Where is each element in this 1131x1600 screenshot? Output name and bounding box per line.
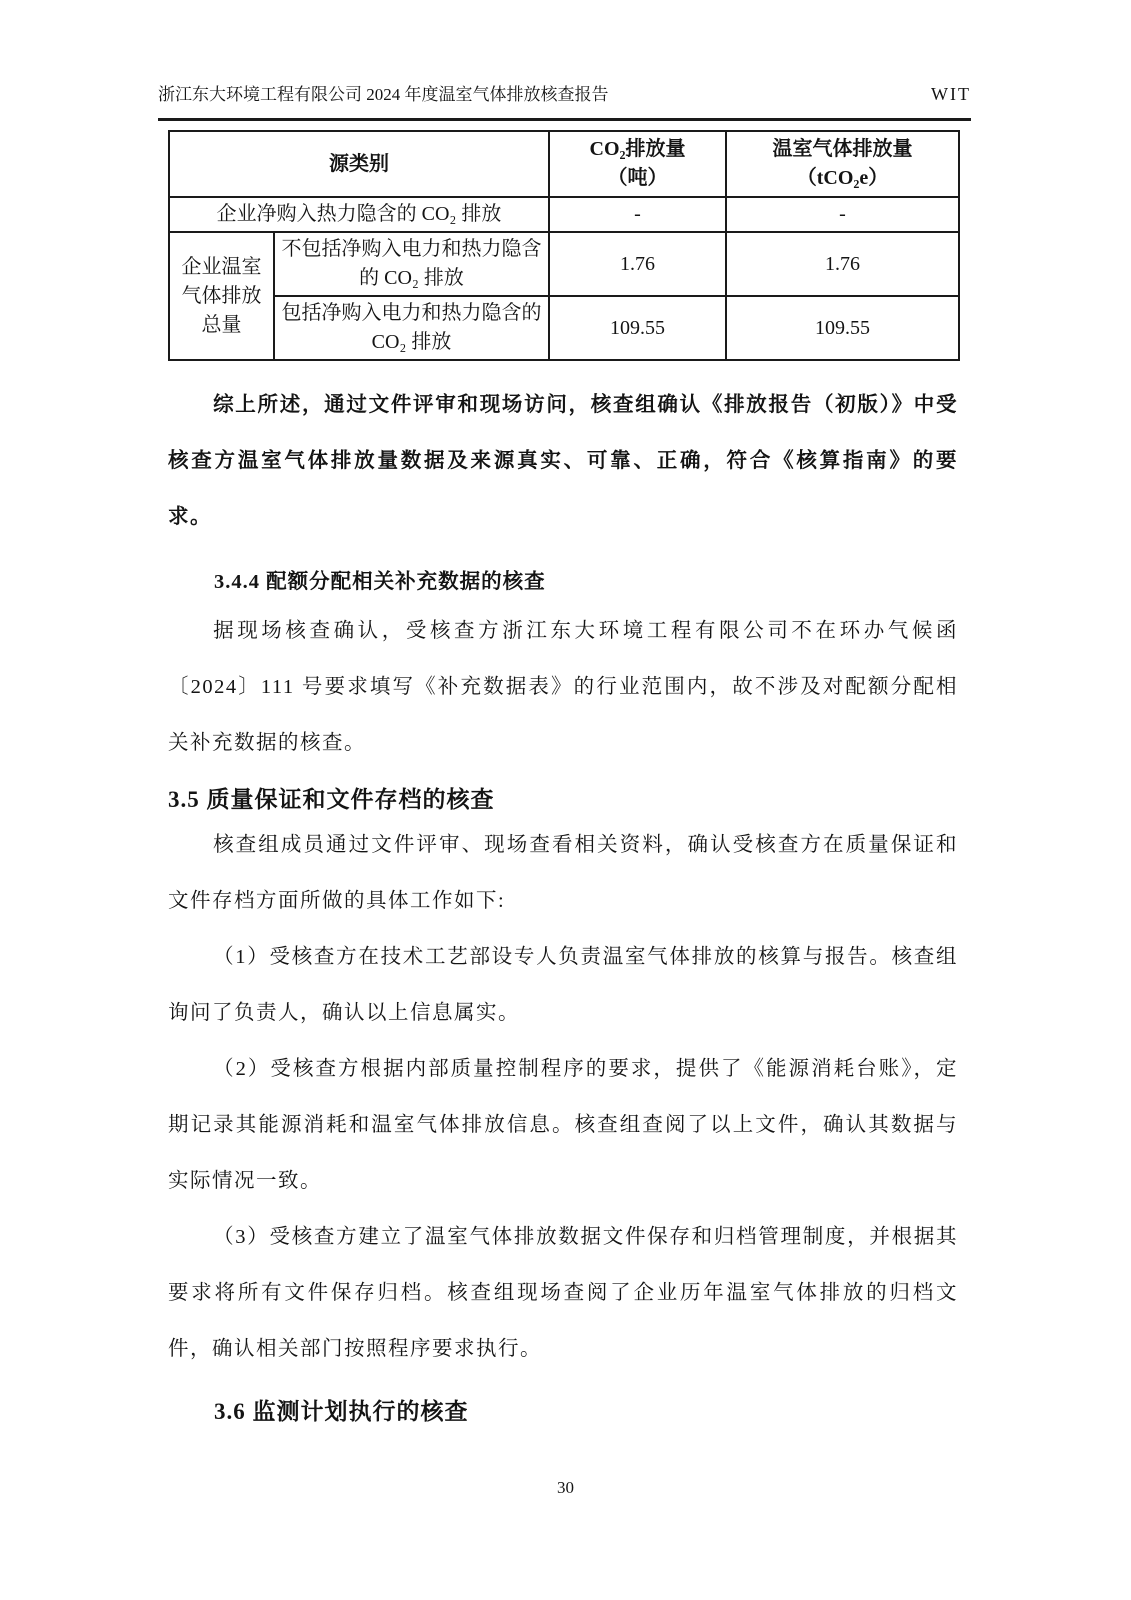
heading-3-6: 3.6 监测计划执行的核查 <box>214 1399 469 1424</box>
incl-row-label: 包括净购入电力和热力隐含的 CO₂ 排放 <box>274 296 549 360</box>
col-header-ghg-label: 温室气体排放量 <box>772 138 913 160</box>
table-row-total-excl <box>169 232 959 296</box>
brand-mark: WIT <box>931 84 971 104</box>
excl-ghg-value: 1.76 <box>726 232 959 296</box>
col-header-co2-unit: （吨） <box>607 167 668 189</box>
running-header <box>158 80 971 121</box>
heading-3-5: 3.5 质量保证和文件存档的核查 <box>168 787 495 812</box>
list-item-3: （3）受核查方建立了温室气体排放数据文件保存和归档管理制度，并根据其要求将所有文件保存归档。核查组现场查阅了企业历年温室气体排放的归档文件，确认相关部门按照程序要求执行。 <box>168 1226 958 1360</box>
report-title: 浙江东大环境工程有限公司 2024 年度温室气体排放核查报告 <box>158 85 609 104</box>
excl-row-label: 不包括净购入电力和热力隐含的 CO₂ 排放 <box>274 232 549 296</box>
emissions-summary-table <box>168 130 960 361</box>
col-header-co2 <box>549 131 726 197</box>
col-header-ghg <box>726 131 959 197</box>
heat-co2-value: - <box>549 197 726 232</box>
col-header-ghg-unit: （tCO₂e） <box>796 167 889 189</box>
list-item-2: （2）受核查方根据内部质量控制程序的要求，提供了《能源消耗台账》，定期记录其能源消耗和温室气体排放信息。核查组查阅了以上文件，确认其数据与实际情况一致。 <box>168 1058 958 1192</box>
paragraph-3-4-4: 据现场核查确认，受核查方浙江东大环境工程有限公司不在环办气候函〔2024〕111 号要求填写《补充数据表》的行业范围内，故不涉及对配额分配相关补充数据的核查。 <box>168 620 958 754</box>
heat-row-label: 企业净购入热力隐含的 CO₂ 排放 <box>169 197 549 232</box>
col-header-co2-label: CO₂排放量 <box>589 138 686 160</box>
list-item-1: （1）受核查方在技术工艺部设专人负责温室气体排放的核算与报告。核查组询问了负责人，确认以上信息属实。 <box>168 946 958 1024</box>
heat-ghg-value: - <box>726 197 959 232</box>
total-group-label: 企业温室气体排放总量 <box>169 232 274 360</box>
page-number: 30 <box>557 1478 574 1497</box>
excl-co2-value: 1.76 <box>549 232 726 296</box>
paragraph-3-5-intro: 核查组成员通过文件评审、现场查看相关资料，确认受核查方在质量保证和文件存档方面所做的具体工作如下: <box>168 834 958 912</box>
page-content <box>168 130 958 1429</box>
conclusion-paragraph: 综上所述，通过文件评审和现场访问，核查组确认《排放报告（初版）》中受核查方温室气体排放量数据及来源真实、可靠、正确，符合《核算指南》的要求。 <box>168 394 958 528</box>
col-header-source: 源类别 <box>169 131 549 197</box>
incl-co2-value: 109.55 <box>549 296 726 360</box>
heading-3-4-4: 3.4.4 配额分配相关补充数据的核查 <box>214 571 546 593</box>
incl-ghg-value: 109.55 <box>726 296 959 360</box>
table-row-heat <box>169 197 959 232</box>
table-row-total-incl <box>169 296 959 360</box>
